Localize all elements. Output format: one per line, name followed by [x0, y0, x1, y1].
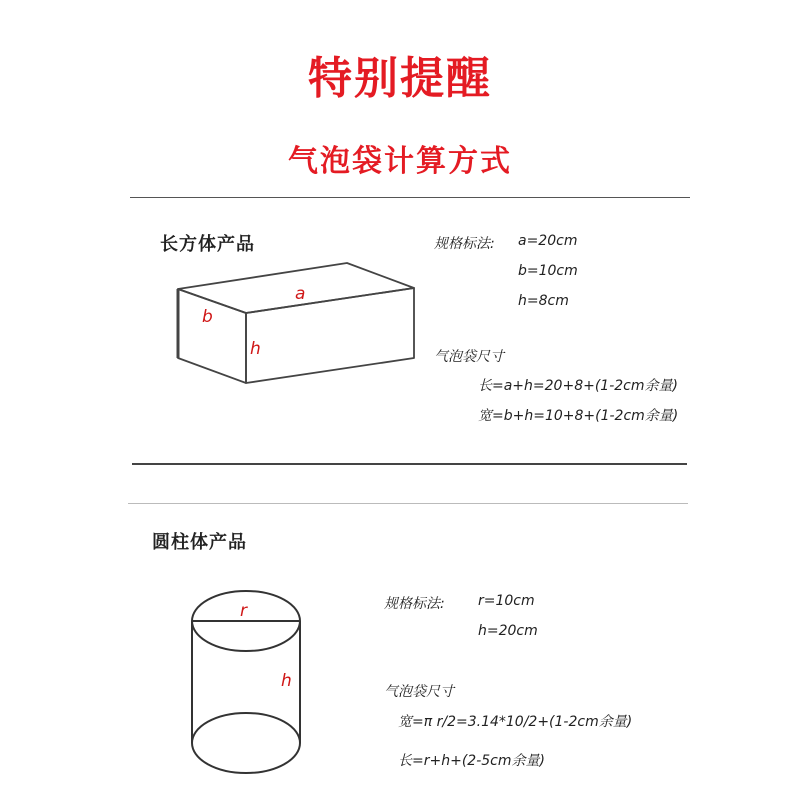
cylinder-bag-length: 长=r+h+(2-5cm余量) — [398, 753, 545, 769]
cuboid-spec-a: a=20cm — [518, 233, 578, 249]
cuboid-label-h: h — [250, 339, 261, 359]
cuboid-spec-h: h=8cm — [518, 293, 569, 309]
cuboid-bag-width: 宽=b+h=10+8+(1-2cm余量) — [478, 408, 679, 424]
cuboid-bag-label: 气泡袋尺寸 — [434, 349, 504, 365]
cuboid-bag-length: 长=a+h=20+8+(1-2cm余量) — [478, 378, 678, 394]
cuboid-front-face — [178, 289, 246, 383]
page-title: 特别提醒 — [308, 53, 492, 104]
cuboid-heading: 长方体产品 — [160, 234, 255, 255]
cylinder-label-r: r — [240, 601, 247, 621]
cuboid-spec-label: 规格标法: — [434, 236, 495, 252]
cuboid-right-face — [246, 288, 414, 383]
cuboid-diagram — [178, 263, 414, 383]
cylinder-spec-r: r=10cm — [478, 593, 535, 609]
cylinder-spec-label: 规格标法: — [384, 596, 445, 612]
cuboid-spec-b: b=10cm — [518, 263, 578, 279]
cylinder-bottom-ellipse — [192, 713, 300, 773]
page-subtitle: 气泡袋计算方式 — [288, 144, 512, 179]
cylinder-spec-h: h=20cm — [478, 623, 538, 639]
cuboid-label-b: b — [202, 307, 213, 327]
cylinder-label-h: h — [281, 671, 292, 691]
cylinder-bag-label: 气泡袋尺寸 — [384, 684, 454, 700]
cuboid-label-a: a — [295, 284, 306, 304]
cylinder-bag-width: 宽=π r/2=3.14*10/2+(1-2cm余量) — [398, 714, 633, 730]
cylinder-heading: 圆柱体产品 — [152, 532, 247, 553]
